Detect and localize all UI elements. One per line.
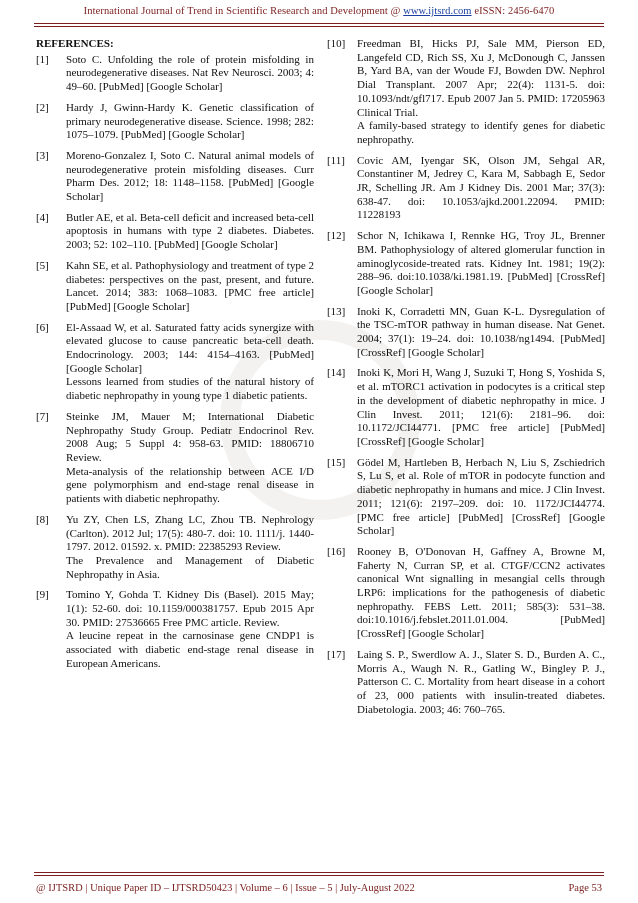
reference-text: Kahn SE, et al. Pathophysiology and treatment of type 2 diabetes: perspectives on the past, present, and future. Lancet. 2014; 383: 1068–1083. [PMC free article] [PubMed] [Google Scholar]: [66, 259, 314, 313]
reference-number: [3]: [36, 149, 49, 162]
reference-body: [357, 367, 605, 449]
footer-paper-info: @ IJTSRD | Unique Paper ID – IJTSRD50423 | Volume – 6 | Issue – 5 | July-August 2022: [36, 883, 415, 894]
reference-body: [66, 411, 314, 507]
footer-rule-double: [34, 875, 604, 876]
references-right-column: [327, 38, 605, 724]
page-number: Page 53: [568, 883, 602, 894]
header-rule-double: [34, 26, 604, 27]
reference-body: [66, 322, 314, 404]
reference-text: Gödel M, Hartleben B, Herbach N, Liu S, Zschiedrich S, Lu S, et al. Role of mTOR in podocyte function and diabetic nephropathy in humans and mice. J Clin Invest. 2011; 121(6): 2197–209. doi: 10. 1172/JCI44774. [PMC free article] [PubMed] [CrossRef] [Google Scholar]: [357, 456, 605, 538]
page-footer: [36, 883, 602, 894]
reference-note: The Prevalence and Management of Diabetic Nephropathy in Asia.: [66, 554, 314, 581]
reference-item: [327, 155, 605, 224]
reference-text: El-Assaad W, et al. Saturated fatty acids synergize with elevated glucose to cause pancreatic beta-cell death. Endocrinology. 2003; 144: 4154–4163. [PubMed] [Google Scholar]: [66, 321, 314, 375]
reference-number: [17]: [327, 648, 346, 661]
reference-item: [327, 367, 605, 449]
reference-body: [357, 306, 605, 361]
reference-number: [7]: [36, 410, 49, 423]
reference-item: [36, 54, 314, 95]
reference-item: [36, 260, 314, 315]
header-rule: [34, 23, 604, 24]
reference-item: [327, 306, 605, 361]
reference-body: [357, 230, 605, 299]
reference-item: [327, 649, 605, 718]
reference-body: [357, 38, 605, 148]
reference-number: [16]: [327, 545, 346, 558]
reference-body: [66, 212, 314, 253]
reference-text: Inoki K, Corradetti MN, Guan K-L. Dysregulation of the TSC-mTOR pathway in human disease. Nat Genet. 2004; 37(1): 19–24. doi: 10.1038/ng1494. [PubMed] [CrossRef] [Google Scholar]: [357, 305, 605, 359]
reference-text: Butler AE, et al. Beta-cell deficit and increased beta-cell apoptosis in humans with type 2 diabetes. Diabetes. 2003; 52: 102–110. [PubMed] [Google Scholar]: [66, 211, 314, 252]
reference-text: Steinke JM, Mauer M; International Diabetic Nephropathy Study Group. Pediatr Endocrinol Rev. 2008 Aug; 5 Suppl 4: 958-63. PMID: 18806710 Review.: [66, 410, 314, 464]
reference-item: [327, 546, 605, 642]
reference-number: [10]: [327, 38, 346, 50]
reference-body: [357, 155, 605, 224]
reference-text: Laing S. P., Swerdlow A. J., Slater S. D., Burden A. C., Morris A., Waugh N. R., Gatling W., Bingley P. J., Patterson C. C. Mortality from heart disease in a cohort of 23, 000 patients with insulin-treated diabetes. Diabetologia. 2003; 46: 760–765.: [357, 648, 605, 716]
reference-body: [66, 54, 314, 95]
reference-text: Moreno-Gonzalez I, Soto C. Natural animal models of neurodegenerative protein misfolding diseases. Curr Pharm Des. 2012; 18: 1148–1158. [PubMed] [Google Scholar]: [66, 149, 314, 204]
reference-text: Inoki K, Mori H, Wang J, Suzuki T, Hong S, Yoshida S, et al. mTORC1 activation in podocytes is a critical step in the development of diabetic nephropathy in mice. J Clin Invest. 2011; 121(6): 2181–96. doi: 10.1172/JCI44771. [PMC free article] [PubMed] [CrossRef] [Google Scholar]: [357, 367, 605, 448]
reference-body: [66, 150, 314, 205]
reference-number: [1]: [36, 53, 49, 66]
reference-text: Rooney B, O'Donovan H, Gaffney A, Browne M, Faherty N, Curran SP, et al. CTGF/CCN2 activates canonical Wnt signalling in mesangial cells through LRP6: implications for the pathogenesis of diabetic nephropathy. FEBS Lett. 2011; 585(3): 531–38. doi:10.1016/j.febslet.2011.01.004. [PubMed] [CrossRef] [Google Scholar]: [357, 545, 605, 641]
reference-number: [13]: [327, 305, 346, 318]
reference-number: [14]: [327, 367, 346, 380]
footer-rule: [34, 872, 604, 873]
reference-item: [327, 230, 605, 299]
reference-text: Freedman BI, Hicks PJ, Sale MM, Pierson ED, Langefeld CD, Rich SS, Xu J, McDonough C, Janssen B, Yard BA, van der Woude FJ, Bowden DW. Nephrol Dial Transplant. 2007 Apr; 22(4): 1131-5. doi: 10.1093/ndt/gfl717. Epub 2007 Jan 5. PMID: 17205963 Clinical Trial.: [357, 38, 605, 119]
reference-body: [357, 649, 605, 718]
journal-url-link[interactable]: www.ijtsrd.com: [403, 6, 472, 17]
reference-body: [66, 589, 314, 671]
reference-body: [357, 457, 605, 539]
reference-number: [15]: [327, 456, 346, 469]
journal-header: [0, 6, 638, 17]
reference-number: [4]: [36, 211, 49, 224]
reference-item: [327, 457, 605, 539]
reference-body: [357, 546, 605, 642]
reference-number: [9]: [36, 589, 49, 602]
reference-item: [36, 322, 314, 404]
reference-body: [66, 514, 314, 583]
reference-text: Schor N, Ichikawa I, Rennke HG, Troy JL, Brenner BM. Pathophysiology of altered glomerular function in aminoglycoside-treated rats. Kidney Int. 1981; 19(2): 288–96. doi:10.1038/ki.1981.19. [PubMed] [CrossRef] [Google Scholar]: [357, 230, 605, 297]
reference-number: [2]: [36, 101, 49, 114]
reference-note: A leucine repeat in the carnosinase gene CNDP1 is associated with diabetic end-stage renal disease in European Americans.: [66, 630, 314, 670]
reference-text: Soto C. Unfolding the role of protein misfolding in neurodegenerative diseases. Nat Rev Neurosci. 2003; 4: 49–60. [PubMed] [Google Scholar]: [66, 53, 314, 94]
reference-body: [66, 102, 314, 143]
reference-item: [327, 38, 605, 148]
reference-number: [5]: [36, 259, 49, 272]
reference-body: [66, 260, 314, 315]
reference-item: [36, 411, 314, 507]
reference-item: [36, 150, 314, 205]
reference-text: Tomino Y, Gohda T. Kidney Dis (Basel). 2015 May; 1(1): 52-60. doi: 10.1159/000381757. Epub 2015 Apr 30. PMID: 27536665 Free PMC article. Review.: [66, 589, 314, 629]
reference-number: [11]: [327, 154, 345, 167]
reference-item: [36, 589, 314, 671]
journal-title: International Journal of Trend in Scientific Research and Development @: [83, 6, 401, 17]
reference-number: [8]: [36, 513, 49, 526]
reference-text: Yu ZY, Chen LS, Zhang LC, Zhou TB. Nephrology (Carlton). 2012 Jul; 17(5): 480-7. doi: 10. 1111/j. 1440-1797. 2012. 01592. x. PMID: 22385293 Review.: [66, 513, 314, 554]
reference-text: Hardy J, Gwinn-Hardy K. Genetic classification of primary neurodegenerative disease. Science. 1998; 282: 1075–1079. [PubMed] [Google Scholar]: [66, 101, 314, 142]
reference-note: A family-based strategy to identify genes for diabetic nephropathy.: [357, 120, 605, 146]
references-heading: REFERENCES:: [36, 38, 114, 50]
journal-eissn: eISSN: 2456-6470: [474, 6, 555, 17]
references-left-column: [36, 38, 314, 679]
reference-item: [36, 212, 314, 253]
reference-number: [6]: [36, 321, 49, 334]
reference-number: [12]: [327, 230, 346, 243]
reference-item: [36, 514, 314, 583]
reference-item: [36, 102, 314, 143]
reference-note: Lessons learned from studies of the natural history of diabetic nephropathy in young type 1 diabetic patients.: [66, 376, 314, 403]
reference-note: Meta-analysis of the relationship between ACE I/D gene polymorphism and end-stage renal disease in patients with diabetic nephropathy.: [66, 465, 314, 506]
reference-text: Covic AM, Iyengar SK, Olson JM, Sehgal AR, Constantiner M, Jedrey C, Kara M, Sabbagh E, Sedor JR, Schelling JR. Am J Kidney Dis. 2001 Mar; 37(3): 638-47. doi: 10.1053/ajkd.2001.22094. PMID: 11228193: [357, 154, 605, 222]
